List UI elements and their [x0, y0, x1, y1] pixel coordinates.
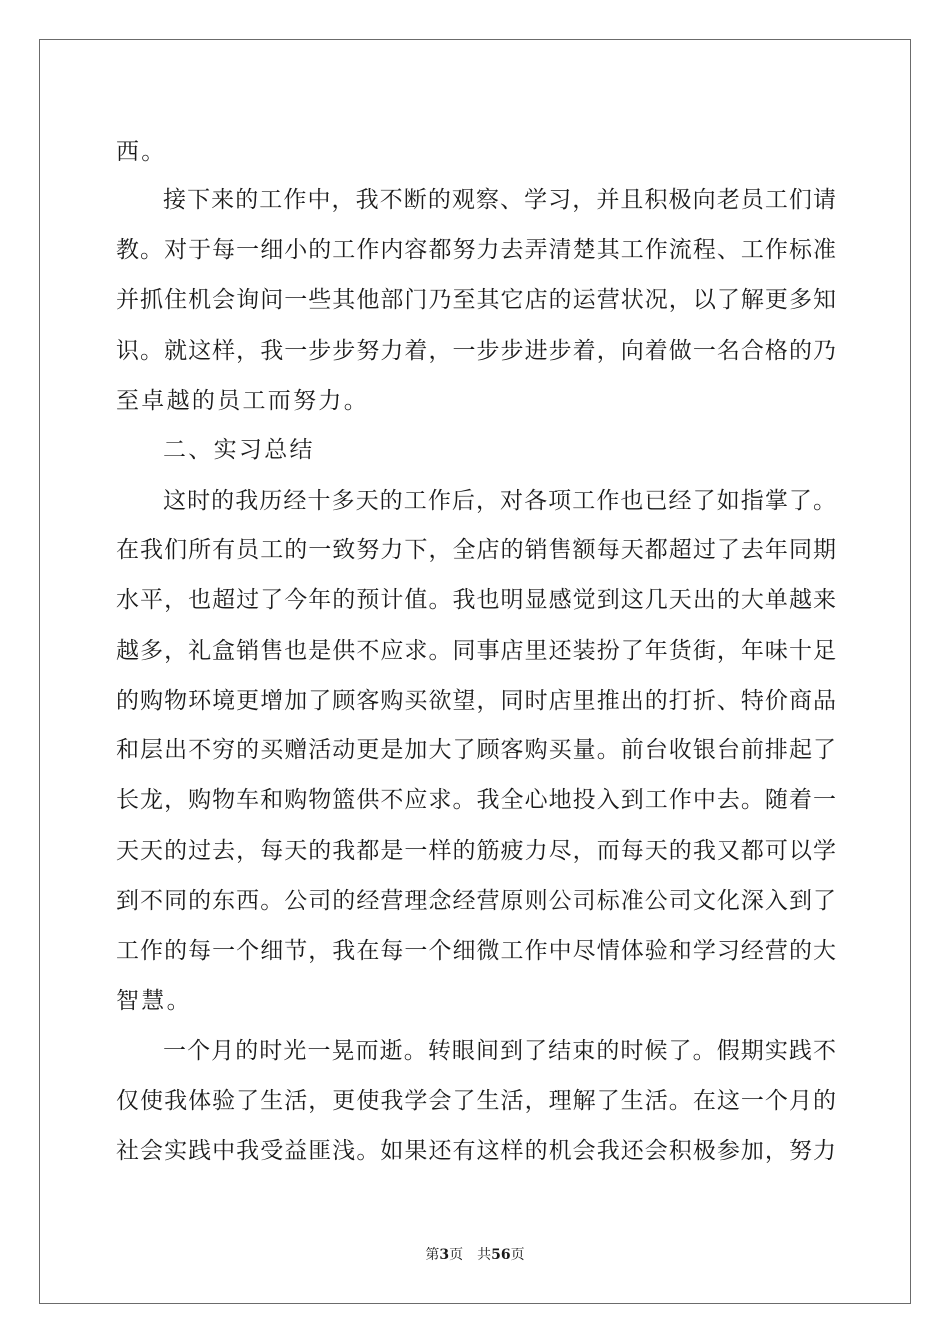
- text-line: 和层出不穷的买赠活动更是加大了顾客购买量。前台收银台前排起了: [116, 737, 836, 763]
- text-line: 识。就这样，我一步步努力着，一步步进步着，向着做一名合格的乃: [116, 338, 836, 364]
- text-line: 仅使我体验了生活，更使我学会了生活，理解了生活。在这一个月的: [116, 1088, 836, 1114]
- text-line: 越多，礼盒销售也是供不应求。同事店里还装扮了年货街，年味十足: [116, 638, 836, 664]
- text-line: 西。: [116, 139, 167, 165]
- total-suffix: 页: [510, 1247, 525, 1263]
- page-prefix: 第: [425, 1247, 440, 1263]
- paragraph-first-line: 一个月的时光一晃而逝。转眼间到了结束的时候了。假期实践不: [163, 1038, 836, 1064]
- paragraph-first-line: 接下来的工作中，我不断的观察、学习，并且积极向老员工们请: [163, 187, 836, 213]
- text-line: 并抓住机会询问一些其他部门乃至其它店的运营状况，以了解更多知: [116, 287, 836, 313]
- page-footer: [0, 1246, 950, 1264]
- text-line: 的购物环境更增加了顾客购买欲望，同时店里推出的打折、特价商品: [116, 688, 836, 714]
- text-line: 在我们所有员工的一致努力下，全店的销售额每天都超过了去年同期: [116, 537, 836, 563]
- text-line: 天天的过去，每天的我都是一样的筋疲力尽，而每天的我又都可以学: [116, 838, 836, 864]
- page-number: 3: [439, 1247, 450, 1263]
- text-line: 智慧。: [116, 988, 192, 1014]
- text-line: 社会实践中我受益匪浅。如果还有这样的机会我还会积极参加，努力: [116, 1138, 836, 1164]
- total-pages: 56: [491, 1247, 511, 1263]
- total-prefix: 共: [477, 1247, 492, 1263]
- page-suffix: 页: [449, 1247, 464, 1263]
- text-line: 至卓越的员工而努力。: [116, 388, 369, 414]
- section-heading: 二、实习总结: [163, 437, 315, 463]
- text-line: 长龙，购物车和购物篮供不应求。我全心地投入到工作中去。随着一: [116, 787, 836, 813]
- text-line: 到不同的东西。公司的经营理念经营原则公司标准公司文化深入到了: [116, 888, 836, 914]
- text-line: 水平，也超过了今年的预计值。我也明显感觉到这几天出的大单越来: [116, 587, 836, 613]
- text-line: 工作的每一个细节，我在每一个细微工作中尽情体验和学习经营的大: [116, 938, 836, 964]
- text-line: 教。对于每一细小的工作内容都努力去弄清楚其工作流程、工作标准: [116, 237, 836, 263]
- paragraph-first-line: 这时的我历经十多天的工作后，对各项工作也已经了如指掌了。: [163, 488, 836, 514]
